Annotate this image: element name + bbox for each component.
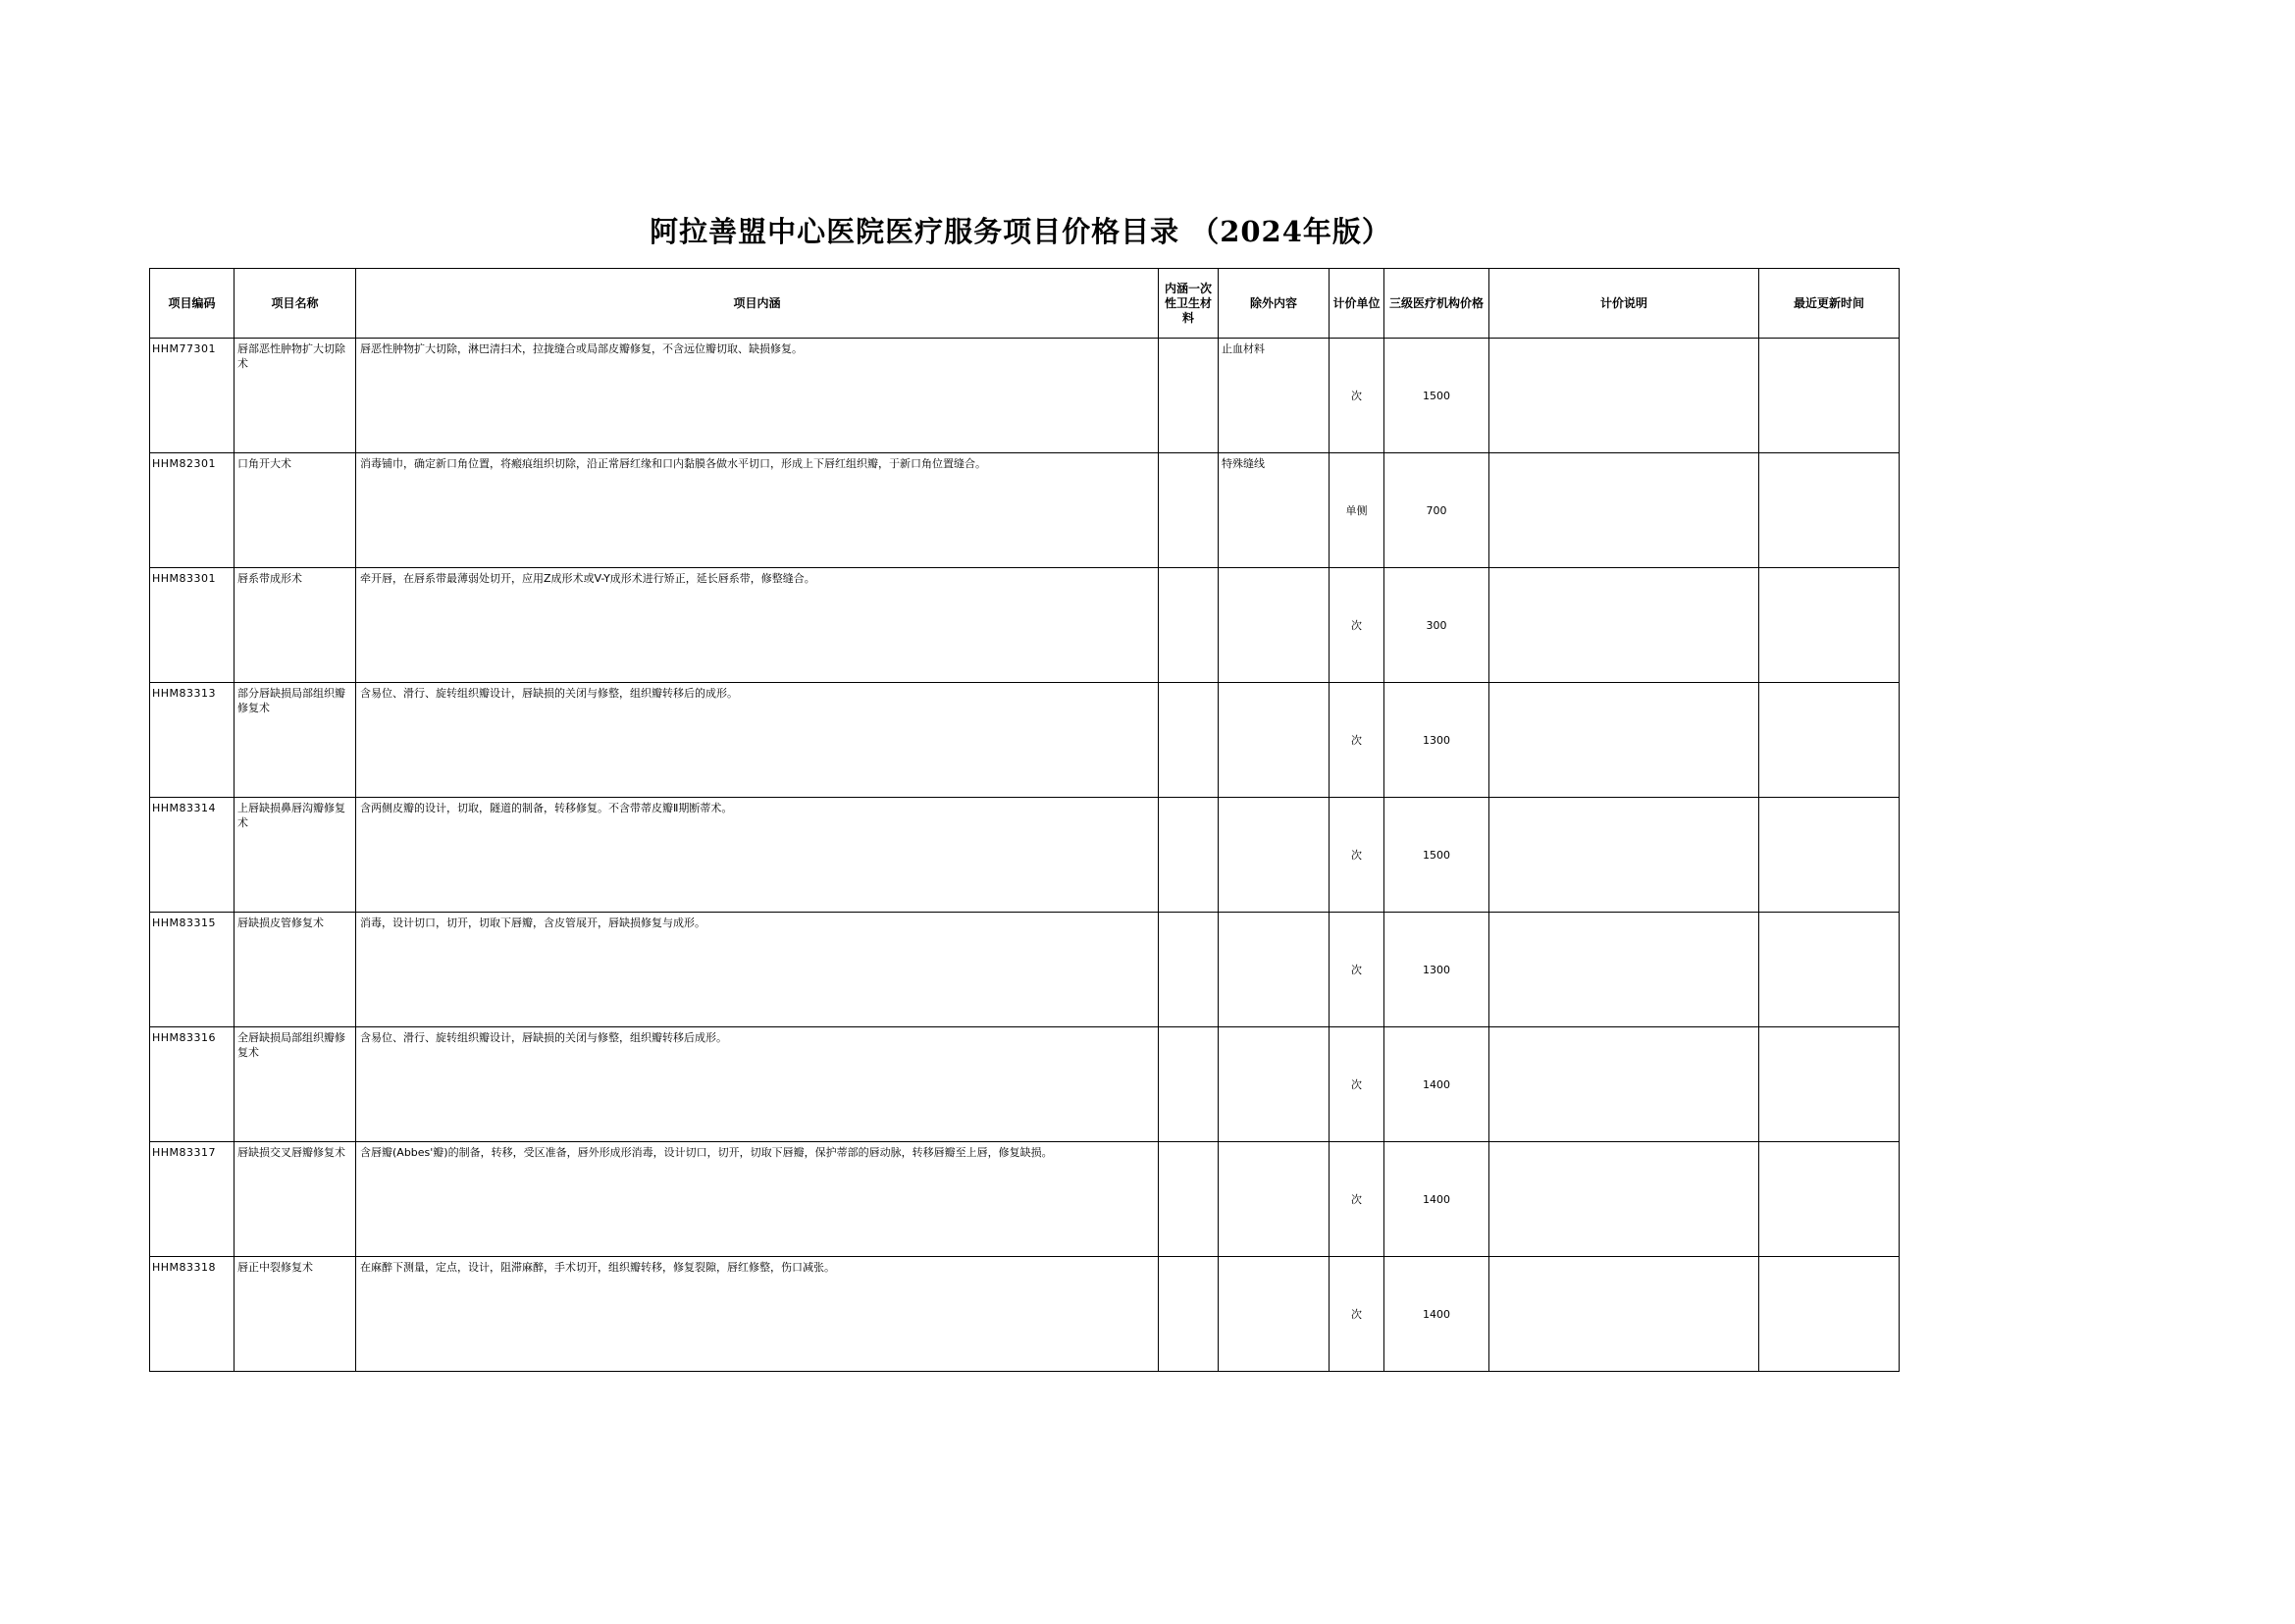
cell-updated — [1759, 1142, 1900, 1257]
cell-notes — [1489, 1027, 1759, 1142]
table-row — [150, 913, 1900, 1027]
cell-updated — [1759, 339, 1900, 453]
header-unit-label: 计价单位 — [1332, 295, 1381, 310]
cell-materials — [1159, 1257, 1219, 1372]
cell-unit: 次 — [1330, 1142, 1384, 1257]
cell-unit: 次 — [1330, 339, 1384, 453]
header-name: 项目名称 — [235, 269, 356, 339]
cell-exclusions: 特殊缝线 — [1219, 453, 1330, 568]
cell-price: 1300 — [1384, 913, 1489, 1027]
cell-content: 含易位、滑行、旋转组织瓣设计，唇缺损的关闭与修整，组织瓣转移后成形。 — [356, 1027, 1159, 1142]
table-row — [150, 339, 1900, 453]
cell-price: 1400 — [1384, 1257, 1489, 1372]
table-row — [150, 1142, 1900, 1257]
cell-unit: 单侧 — [1330, 453, 1384, 568]
cell-notes — [1489, 683, 1759, 798]
cell-code: HHM83315 — [150, 913, 235, 1027]
cell-code: HHM82301 — [150, 453, 235, 568]
cell-name: 全唇缺损局部组织瓣修复术 — [235, 1027, 356, 1142]
cell-notes — [1489, 798, 1759, 913]
cell-name: 唇部恶性肿物扩大切除术 — [235, 339, 356, 453]
header-materials-label: 内涵一次性卫生材料 — [1164, 281, 1212, 325]
header-exclusions: 除外内容 — [1219, 269, 1330, 339]
cell-name: 部分唇缺损局部组织瓣修复术 — [235, 683, 356, 798]
cell-content: 含唇瓣(Abbes'瓣)的制备，转移，受区准备，唇外形成形消毒，设计切口，切开，切取下唇瓣，保护蒂部的唇动脉，转移唇瓣至上唇，修复缺损。 — [356, 1142, 1159, 1257]
cell-code: HHM83317 — [150, 1142, 235, 1257]
cell-exclusions — [1219, 798, 1330, 913]
cell-price: 700 — [1384, 453, 1489, 568]
price-table — [149, 268, 1900, 1372]
cell-unit: 次 — [1330, 1257, 1384, 1372]
table-row — [150, 1257, 1900, 1372]
cell-unit: 次 — [1330, 568, 1384, 683]
cell-content: 在麻醉下测量，定点，设计，阻滞麻醉，手术切开，组织瓣转移，修复裂隙，唇红修整，伤口减张。 — [356, 1257, 1159, 1372]
cell-price: 1500 — [1384, 339, 1489, 453]
cell-materials — [1159, 453, 1219, 568]
cell-materials — [1159, 683, 1219, 798]
cell-code: HHM83318 — [150, 1257, 235, 1372]
cell-price: 1400 — [1384, 1142, 1489, 1257]
cell-code: HHM83316 — [150, 1027, 235, 1142]
header-code: 项目编码 — [150, 269, 235, 339]
header-content: 项目内涵 — [356, 269, 1159, 339]
cell-unit: 次 — [1330, 1027, 1384, 1142]
cell-notes — [1489, 568, 1759, 683]
table-row — [150, 1027, 1900, 1142]
cell-materials — [1159, 1027, 1219, 1142]
cell-price: 300 — [1384, 568, 1489, 683]
table-row — [150, 798, 1900, 913]
cell-updated — [1759, 683, 1900, 798]
cell-exclusions — [1219, 568, 1330, 683]
cell-updated — [1759, 453, 1900, 568]
cell-content: 消毒铺巾，确定新口角位置，将瘢痕组织切除，沿正常唇红缘和口内黏膜各做水平切口，形成上下唇红组织瓣，于新口角位置缝合。 — [356, 453, 1159, 568]
header-notes: 计价说明 — [1489, 269, 1759, 339]
cell-materials — [1159, 339, 1219, 453]
cell-code: HHM83314 — [150, 798, 235, 913]
cell-exclusions — [1219, 683, 1330, 798]
cell-updated — [1759, 1027, 1900, 1142]
cell-name: 唇正中裂修复术 — [235, 1257, 356, 1372]
cell-materials — [1159, 798, 1219, 913]
cell-unit: 次 — [1330, 913, 1384, 1027]
cell-content: 牵开唇，在唇系带最薄弱处切开，应用Z成形术或V-Y成形术进行矫正，延长唇系带，修整缝合。 — [356, 568, 1159, 683]
table-row — [150, 683, 1900, 798]
cell-unit: 次 — [1330, 683, 1384, 798]
page-title: 阿拉善盟中心医院医疗服务项目价格目录 （2024年版） — [650, 215, 1391, 248]
cell-exclusions — [1219, 1257, 1330, 1372]
cell-materials — [1159, 568, 1219, 683]
cell-materials — [1159, 1142, 1219, 1257]
cell-exclusions — [1219, 1142, 1330, 1257]
cell-content: 含两侧皮瓣的设计，切取，隧道的制备，转移修复。不含带蒂皮瓣Ⅱ期断蒂术。 — [356, 798, 1159, 913]
cell-content: 含易位、滑行、旋转组织瓣设计，唇缺损的关闭与修整，组织瓣转移后的成形。 — [356, 683, 1159, 798]
cell-materials — [1159, 913, 1219, 1027]
cell-name: 唇缺损交叉唇瓣修复术 — [235, 1142, 356, 1257]
header-price: 三级医疗机构价格 — [1384, 269, 1489, 339]
table-header-row — [150, 269, 1900, 339]
cell-updated — [1759, 568, 1900, 683]
cell-code: HHM77301 — [150, 339, 235, 453]
table-row — [150, 453, 1900, 568]
cell-exclusions — [1219, 913, 1330, 1027]
cell-code: HHM83301 — [150, 568, 235, 683]
cell-content: 消毒，设计切口，切开，切取下唇瓣，含皮管展开，唇缺损修复与成形。 — [356, 913, 1159, 1027]
cell-price: 1400 — [1384, 1027, 1489, 1142]
cell-notes — [1489, 1257, 1759, 1372]
table-row — [150, 568, 1900, 683]
cell-notes — [1489, 1142, 1759, 1257]
cell-updated — [1759, 1257, 1900, 1372]
cell-notes — [1489, 453, 1759, 568]
header-unit — [1330, 269, 1384, 339]
cell-updated — [1759, 798, 1900, 913]
cell-price: 1300 — [1384, 683, 1489, 798]
cell-name: 唇系带成形术 — [235, 568, 356, 683]
cell-unit: 次 — [1330, 798, 1384, 913]
cell-content: 唇恶性肿物扩大切除，淋巴清扫术，拉拢缝合或局部皮瓣修复，不含远位瓣切取、缺损修复。 — [356, 339, 1159, 453]
cell-updated — [1759, 913, 1900, 1027]
cell-code: HHM83313 — [150, 683, 235, 798]
cell-name: 上唇缺损鼻唇沟瓣修复术 — [235, 798, 356, 913]
cell-exclusions — [1219, 1027, 1330, 1142]
cell-name: 口角开大术 — [235, 453, 356, 568]
header-materials — [1159, 269, 1219, 339]
cell-notes — [1489, 913, 1759, 1027]
header-updated: 最近更新时间 — [1759, 269, 1900, 339]
cell-name: 唇缺损皮管修复术 — [235, 913, 356, 1027]
cell-exclusions: 止血材料 — [1219, 339, 1330, 453]
cell-price: 1500 — [1384, 798, 1489, 913]
cell-notes — [1489, 339, 1759, 453]
